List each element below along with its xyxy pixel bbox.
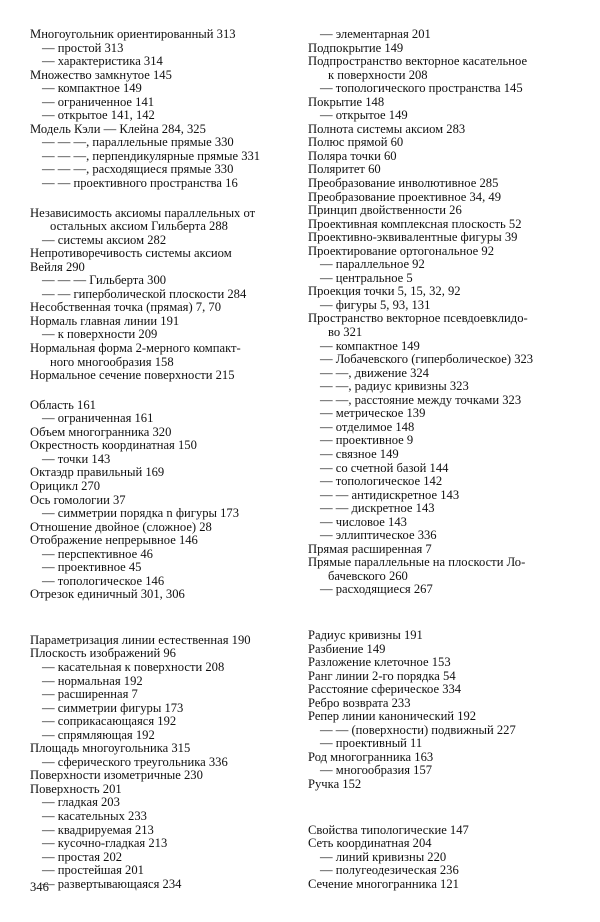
index-entry: — компактное 149 — [320, 339, 420, 353]
index-entry: — со счетной базой 144 — [320, 461, 449, 475]
section-gap — [308, 792, 574, 808]
index-entry: Вейля 290 — [30, 260, 85, 274]
index-entry: — простая 202 — [42, 850, 123, 864]
index-entry: — элементарная 201 — [320, 28, 431, 41]
index-column-left — [30, 28, 298, 891]
index-entry: Прямая расширенная 7 — [308, 542, 432, 556]
index-entry: — метрическое 139 — [320, 407, 426, 421]
index-entry: Ручка 152 — [308, 777, 362, 791]
index-entry: — —, радиус кривизны 323 — [320, 380, 469, 394]
index-entry: — ограниченная 161 — [42, 412, 154, 426]
index-entry: — касательная к поверхности 208 — [42, 660, 225, 674]
index-entry: Репер линии канонический 192 — [308, 710, 477, 724]
index-entry: Сечение многогранника 121 — [308, 877, 459, 891]
page-number: 346 — [30, 880, 49, 894]
index-entry: Модель Кэли — Клейна 284, 325 — [30, 122, 206, 136]
index-entry: — многообразия 157 — [320, 764, 433, 778]
index-entry: Покрытие 148 — [308, 95, 385, 109]
index-entry: Проективно-эквивалентные фигуры 39 — [308, 231, 518, 245]
index-entry: — симметрии порядка n фигуры 173 — [42, 507, 239, 521]
index-entry: — точки 143 — [42, 452, 111, 466]
index-entry: Сеть координатная 204 — [308, 837, 432, 851]
index-entry: — к поверхности 209 — [42, 328, 158, 342]
index-entry: — симметрии фигуры 173 — [42, 701, 184, 715]
index-entry: — — —, перпендикулярные прямые 331 — [42, 149, 261, 163]
index-entry: Множество замкнутое 145 — [30, 68, 172, 82]
index-entry: Проектирование ортогональное 92 — [308, 244, 495, 258]
index-entry: — ограниченное 141 — [42, 95, 155, 109]
index-entry: — — антидискретное 143 — [320, 488, 460, 502]
index-entry: Прямые параллельные на плоскости Ло- — [308, 556, 526, 570]
index-entry: во 321 — [328, 326, 363, 340]
index-entry: — перспективное 46 — [42, 547, 153, 561]
index-entry: к поверхности 208 — [328, 68, 428, 82]
index-entry: — кусочно-гладкая 213 — [42, 837, 168, 851]
index-entry: Площадь многоугольника 315 — [30, 742, 191, 756]
index-entry: Нормальная форма 2-мерного компакт- — [30, 342, 241, 356]
index-entry: Проективная комплексная плоскость 52 — [308, 217, 522, 231]
index-entry: — открытое 141, 142 — [42, 109, 155, 123]
index-entry: — — —, параллельные прямые 330 — [42, 136, 234, 150]
index-entry: Полюс прямой 60 — [308, 136, 404, 150]
index-entry: Независимость аксиомы параллельных от — [30, 206, 256, 220]
index-column-right — [308, 28, 574, 891]
index-entry: Принцип двойственности 26 — [308, 204, 462, 218]
index-entry: — развертывающаяся 234 — [42, 877, 182, 891]
index-entry: Разложение клеточное 153 — [308, 656, 451, 670]
index-entry: Подпространство векторное касательное — [308, 55, 528, 69]
index-entry: — отделимое 148 — [320, 420, 415, 434]
index-entry: — Лобачевского (гиперболическое) 323 — [320, 353, 534, 367]
index-entry: Род многогранника 163 — [308, 750, 434, 764]
index-entry: — центральное 5 — [320, 271, 413, 285]
index-entry: Разбиение 149 — [308, 642, 386, 656]
index-entry: Ранг линии 2-го порядка 54 — [308, 669, 456, 683]
index-entry: Плоскость изображений 96 — [30, 647, 176, 661]
index-entry: — — —, расходящиеся прямые 330 — [42, 163, 234, 177]
index-entry: — эллиптическое 336 — [320, 529, 437, 543]
index-entry: — нормальная 192 — [42, 674, 143, 688]
index-entry: — проективное 45 — [42, 561, 142, 575]
index-entry: — открытое 149 — [320, 109, 408, 123]
index-entry: — простейшая 201 — [42, 864, 144, 878]
index-entry: — гладкая 203 — [42, 796, 120, 810]
index-entry: — топологическое 142 — [320, 475, 443, 489]
index-entry: Окрестность координатная 150 — [30, 439, 197, 453]
index-entry: Отображение непрерывное 146 — [30, 534, 198, 548]
index-entry: Отрезок единичный 301, 306 — [30, 588, 185, 602]
index-entry: Параметризация линии естественная 190 — [30, 633, 251, 647]
section-gap — [30, 191, 298, 207]
index-entry: Преобразование инволютивное 285 — [308, 177, 499, 191]
index-entry: Октаэдр правильный 169 — [30, 466, 165, 480]
index-entry: Нормальное сечение поверхности 215 — [30, 369, 235, 383]
index-entry: — — — Гильберта 300 — [42, 274, 167, 288]
index-entry: ного многообразия 158 — [50, 355, 174, 369]
index-entry: — квадрируемая 213 — [42, 823, 154, 837]
index-entry: — —, движение 324 — [320, 366, 429, 380]
section-gap — [30, 383, 298, 399]
index-entry: — касательных 233 — [42, 809, 147, 823]
index-entry: — простой 313 — [42, 41, 124, 55]
index-entry: — расширенная 7 — [42, 688, 138, 702]
index-entry: Объем многогранника 320 — [30, 425, 172, 439]
index-entry: Поляритет 60 — [308, 163, 381, 177]
index-entry: Ось гомологии 37 — [30, 493, 126, 507]
index-entry: Многоугольник ориентированный 313 — [30, 28, 236, 41]
section-gap — [308, 613, 574, 629]
index-entry: — параллельное 92 — [320, 258, 425, 272]
index-entry: — соприкасающаяся 192 — [42, 715, 177, 729]
index-entry: — — проективного пространства 16 — [42, 177, 238, 191]
index-entry: — топологического пространства 145 — [320, 82, 523, 96]
index-entry: Расстояние сферическое 334 — [308, 683, 462, 697]
index-entry: Несобственная точка (прямая) 7, 70 — [30, 301, 221, 315]
index-entry: — связное 149 — [320, 447, 399, 461]
index-entry: Нормаль главная линии 191 — [30, 314, 180, 328]
index-entry: Радиус кривизны 191 — [308, 628, 423, 642]
index-entry: — — гиперболической плоскости 284 — [42, 287, 247, 301]
index-entry: Отношение двойное (сложное) 28 — [30, 520, 212, 534]
index-entry: Ребро возврата 233 — [308, 696, 411, 710]
index-entry: Свойства типологические 147 — [308, 823, 469, 837]
index-entry: — фигуры 5, 93, 131 — [320, 298, 431, 312]
section-gap — [308, 808, 574, 824]
index-entry: — — дискретное 143 — [320, 502, 435, 516]
index-entry: Непротиворечивость системы аксиом — [30, 247, 232, 261]
index-entry: — системы аксиом 282 — [42, 233, 167, 247]
index-entry: — расходящиеся 267 — [320, 583, 433, 597]
index-entry: — топологическое 146 — [42, 574, 165, 588]
index-entry: Поверхности изометричные 230 — [30, 769, 203, 783]
index-entry: Поляра точки 60 — [308, 149, 397, 163]
index-entry: — полугеодезическая 236 — [320, 864, 459, 878]
index-entry: — компактное 149 — [42, 82, 142, 96]
section-gap — [308, 597, 574, 613]
index-entry: бачевского 260 — [328, 569, 408, 583]
index-entry: — проективный 11 — [320, 737, 423, 751]
index-entry: Проекция точки 5, 15, 32, 92 — [308, 285, 461, 299]
index-entry: — — (поверхности) подвижный 227 — [320, 723, 516, 737]
index-entry: — числовое 143 — [320, 515, 407, 529]
section-gap — [30, 618, 298, 634]
index-entry: Пространство векторное псевдоевклидо- — [308, 312, 528, 326]
index-entry: — проективное 9 — [320, 434, 414, 448]
index-entry: Поверхность 201 — [30, 782, 122, 796]
index-entry: — линий кривизны 220 — [320, 850, 447, 864]
index-entry: Подпокрытие 149 — [308, 41, 404, 55]
index-entry: Преобразование проективное 34, 49 — [308, 190, 501, 204]
index-entry: Орицикл 270 — [30, 479, 101, 493]
index-entry: — характеристика 314 — [42, 55, 163, 69]
section-gap — [30, 602, 298, 618]
index-entry: остальных аксиом Гильберта 288 — [50, 220, 228, 234]
index-entry: Область 161 — [30, 398, 96, 412]
index-entry: Полнота системы аксиом 283 — [308, 122, 466, 136]
index-entry: — спрямляющая 192 — [42, 728, 155, 742]
index-entry: — сферического треугольника 336 — [42, 755, 228, 769]
index-entry: — —, расстояние между точками 323 — [320, 393, 522, 407]
